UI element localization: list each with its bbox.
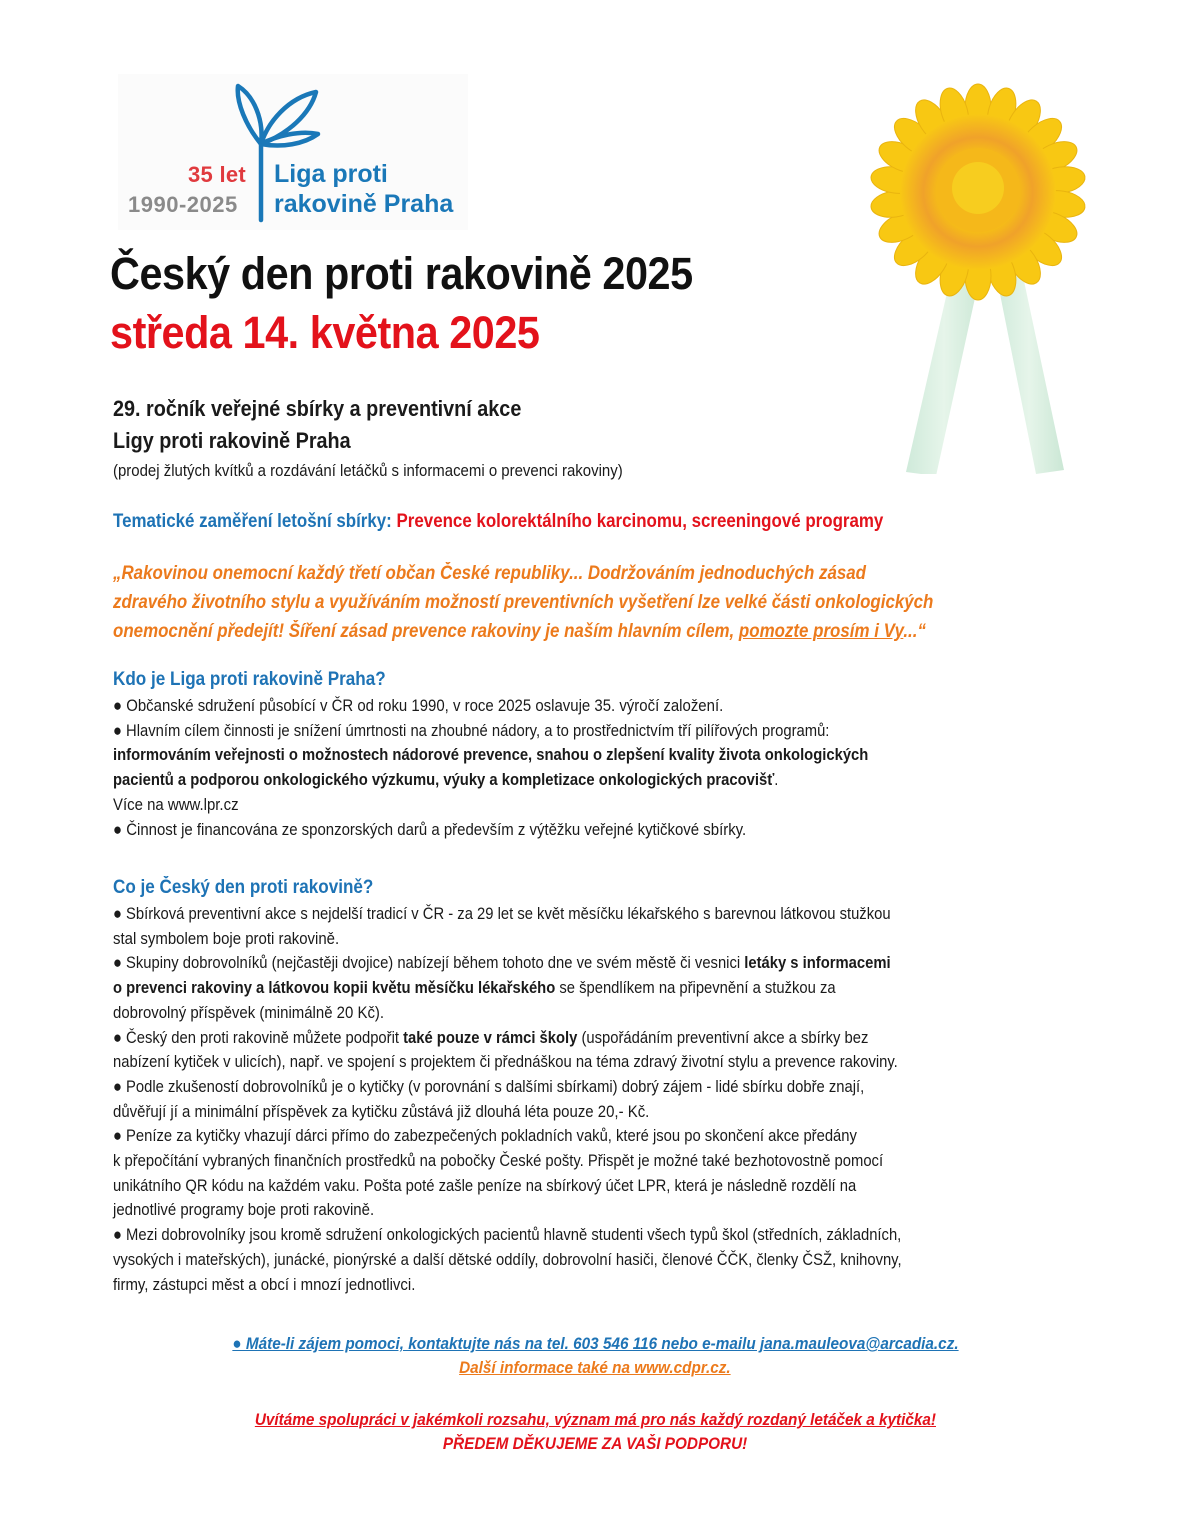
bullet-participants-3: firmy, zástupci měst a obcí i mnozí jednotlivci. (113, 1274, 416, 1294)
quote-line2: zdravého životního stylu a využíváním možností preventivních vyšetření lze velké části onkologických (113, 592, 934, 613)
theme-label: Tematické zaměření letošní sbírky: (113, 511, 392, 532)
subtitle-note: (prodej žlutých kvítků a rozdávání letáčků s informacemi o prevenci rakoviny) (113, 461, 623, 480)
bullet-tradition-2: stal symbolem boje proti rakovině. (113, 928, 340, 948)
bullet-money-4: jednotlivé programy boje proti rakovině. (113, 1200, 375, 1220)
help-us-link[interactable]: pomozte prosím i Vy (738, 621, 904, 642)
bullet-money-1: ● Peníze za kytičky vhazují dárci přímo do zabezpečených pokladních vaků, které jsou po skončení akce předány (113, 1126, 857, 1146)
bullet-volunteers-1 (113, 951, 952, 976)
bullet-school-1 (113, 1026, 952, 1051)
thanks-text: PŘEDEM DĚKUJEME ZA VAŠI PODPORU! (442, 1434, 748, 1453)
thanks-line (0, 1434, 1190, 1454)
bullet-interest-2: důvěřují jí a minimální příspěvek za kytičku zůstává již dlouhá léta pouze 20,- Kč. (113, 1101, 650, 1121)
bullet-interest-1: ● Podle zkušeností dobrovolníků je o kytičky (v porovnání s dalšími sbírkami) dobrý zájem - lidé sbírku dobře znají, (113, 1076, 865, 1096)
school-text-2: (uspořádáním preventivní akce a sbírky bez (577, 1027, 869, 1047)
bullet-founded: ● Občanské sdružení působící v ČR od roku 1990, v roce 2025 oslavuje 35. výročí založení. (113, 696, 724, 715)
theme-value: Prevence kolorektálního karcinomu, screeningové programy (396, 511, 884, 532)
logo (118, 74, 468, 230)
bullet-goal-programs-1: informováním veřejnosti o možnostech nádorové prevence, snahou o zlepšení kvality života onkologických (113, 745, 869, 765)
bullet-volunteers-2 (113, 976, 952, 1001)
volunteers-bold-2: o prevenci rakoviny a látkovou kopii květu měsíčku lékařského (113, 978, 556, 998)
subtitle-line2: Ligy proti rakovině Praha (113, 428, 351, 453)
school-bold: také pouze v rámci školy (403, 1027, 578, 1047)
volunteers-text: ● Skupiny dobrovolníků (nejčastěji dvojice) nabízejí během tohoto dne ve svém městě či vesnici (113, 953, 745, 973)
bullet-money-2: k přepočítání vybraných finančních prostředků na pobočky České pošty. Přispět je možné také bezhotovostně pomocí (113, 1151, 884, 1171)
school-text: ● Český den proti rakovině můžete podpořit (113, 1027, 404, 1047)
programs-end: . (774, 770, 779, 790)
logo-years-range: 1990-2025 (128, 192, 238, 217)
website-link[interactable]: Další informace také na www.cdpr.cz. (459, 1358, 731, 1377)
bullet-funding: ● Činnost je financována ze sponzorských darů a především z výtěžku veřejné kytičkové sbírky. (113, 819, 747, 839)
section-heading-who: Kdo je Liga proti rakovině Praha? (113, 669, 386, 690)
section-heading-what: Co je Český den proti rakovině? (113, 877, 374, 898)
programs-bold-text: pacientů a podporou onkologického výzkumu, výuky a kompletizace onkologických pracovišť (113, 770, 775, 790)
bullet-volunteers-3: dobrovolný příspěvek (minimálně 20 Kč). (113, 1002, 385, 1022)
quote-line3 (113, 621, 1074, 643)
calendula-flower-icon (862, 82, 1094, 474)
contact-link[interactable]: ● Máte-li zájem pomoci, kontaktujte nás na tel. 603 546 116 nebo e-mailu jana.mauleova@arcadia.cz. (231, 1334, 959, 1353)
bullet-goal: ● Hlavním cílem činnosti je snížení úmrtnosti na zhoubné nádory, a to prostřednictvím tří pilířových programů: (113, 720, 830, 740)
subtitle-line1: 29. ročník veřejné sbírky a preventivní akce (113, 396, 522, 421)
page-title: Český den proti rakovině 2025 (110, 248, 693, 299)
section-what-body (113, 902, 1077, 1297)
bullet-participants-2: vysokých i mateřských), junácké, pionýrské a další dětské oddíly, dobrovolní hasiči, členové ČČK, členky ČSŽ, knihovny, (113, 1249, 902, 1269)
flower-ribbon-image (862, 82, 1094, 474)
welcome-line (0, 1410, 1190, 1430)
bullet-participants-1: ● Mezi dobrovolníky jsou kromě sdružení onkologických pacientů hlavně studenti všech typů škol (středních, základních, (113, 1225, 902, 1245)
volunteers-bold: letáky s informacemi (744, 953, 891, 973)
event-date: středa 14. května 2025 (110, 307, 540, 358)
volunteers-text-2: se špendlíkem na připevnění a stužkou za (555, 978, 836, 998)
more-info-link[interactable]: Více na www.lpr.cz (113, 794, 239, 814)
quote-line1: „Rakovinou onemocní každý třetí občan České republiky... Dodržováním jednoduchých zásad (113, 563, 866, 584)
info-line (0, 1358, 1190, 1378)
logo-years-label: 35 let (188, 162, 247, 187)
bullet-school-2: nabízení kytiček v ulicích), např. ve spojení s projektem či přednáškou na téma zdravý životní stylu a prevence rakoviny. (113, 1052, 898, 1072)
contact-line (0, 1334, 1190, 1354)
welcome-text: Uvítáme spolupráci v jakémkoli rozsahu, význam má pro nás každý rozdaný letáček a kytička! (254, 1410, 936, 1429)
logo-org-name-line2: rakovině Praha (274, 190, 454, 218)
quote-line3-text: onemocnění předejít! Šíření zásad prevence rakoviny je naším hlavním cílem, (113, 621, 739, 642)
section-who-body (113, 694, 1077, 842)
bullet-goal-programs-2 (113, 768, 952, 793)
bullet-tradition-1: ● Sbírková preventivní akce s nejdelší tradicí v ČR - za 29 let se květ měsíčku lékařského s barevnou látkovou stužkou (113, 904, 891, 923)
bullet-money-3: unikátního QR kódu na každém vaku. Pošta poté zašle peníze na sbírkový účet LPR, která je následně rozdělí na (113, 1175, 857, 1195)
theme-line (113, 511, 883, 533)
quote-line3-end: ...“ (903, 621, 926, 642)
logo-org-name-line1: Liga proti (274, 160, 388, 188)
